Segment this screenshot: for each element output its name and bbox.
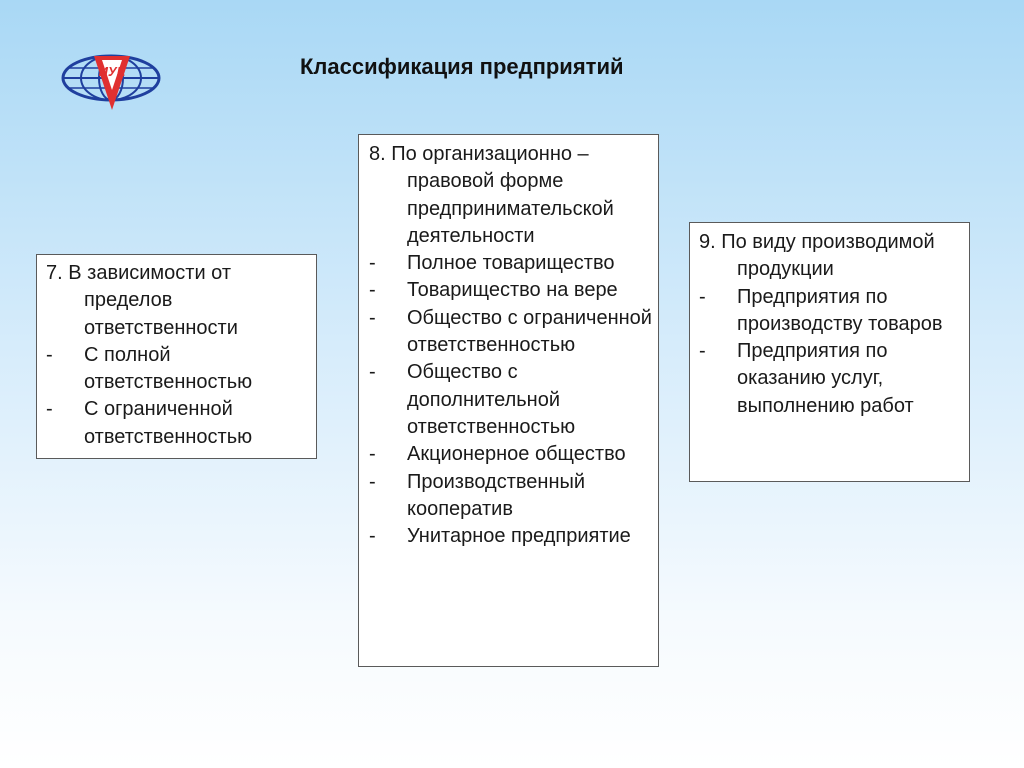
list-item: - Товарищество на вере bbox=[369, 277, 652, 304]
card-heading-text: По организационно – правовой форме предпринимательской деятельности bbox=[391, 143, 614, 247]
list-item: - С ограниченной ответственностью bbox=[46, 396, 310, 451]
card-list bbox=[46, 342, 310, 451]
list-item: - Производственный кооператив bbox=[369, 469, 652, 524]
list-item: - Унитарное предприятие bbox=[369, 523, 652, 550]
card-heading bbox=[699, 229, 963, 284]
list-item: - С полной ответственностью bbox=[46, 342, 310, 397]
card-heading bbox=[46, 260, 310, 342]
card-number: 8. bbox=[369, 143, 386, 165]
card-heading-text: В зависимости от пределов ответственности bbox=[68, 262, 238, 339]
logo bbox=[58, 50, 164, 112]
list-item: - Общество с ограниченной ответственностью bbox=[369, 305, 652, 360]
logo-text: ИУЕ bbox=[98, 64, 126, 79]
card-list bbox=[699, 284, 963, 420]
list-item: - Предприятия по производству товаров bbox=[699, 284, 963, 339]
card-heading bbox=[369, 141, 652, 250]
globe-emblem-logo bbox=[58, 50, 164, 112]
list-item: - Предприятия по оказанию услуг, выполнению работ bbox=[699, 338, 963, 420]
list-item: - Полное товарищество bbox=[369, 250, 652, 277]
card-heading-text: По виду производимой продукции bbox=[721, 231, 935, 281]
card-list bbox=[369, 250, 652, 550]
card-number: 7. bbox=[46, 262, 63, 284]
classification-card-7 bbox=[36, 254, 317, 459]
card-number: 9. bbox=[699, 231, 716, 253]
page-title: Классификация предприятий bbox=[300, 54, 624, 79]
classification-card-8 bbox=[358, 134, 659, 667]
list-item: - Акционерное общество bbox=[369, 441, 652, 468]
classification-card-9 bbox=[689, 222, 970, 482]
list-item: - Общество с дополнительной ответственностью bbox=[369, 359, 652, 441]
